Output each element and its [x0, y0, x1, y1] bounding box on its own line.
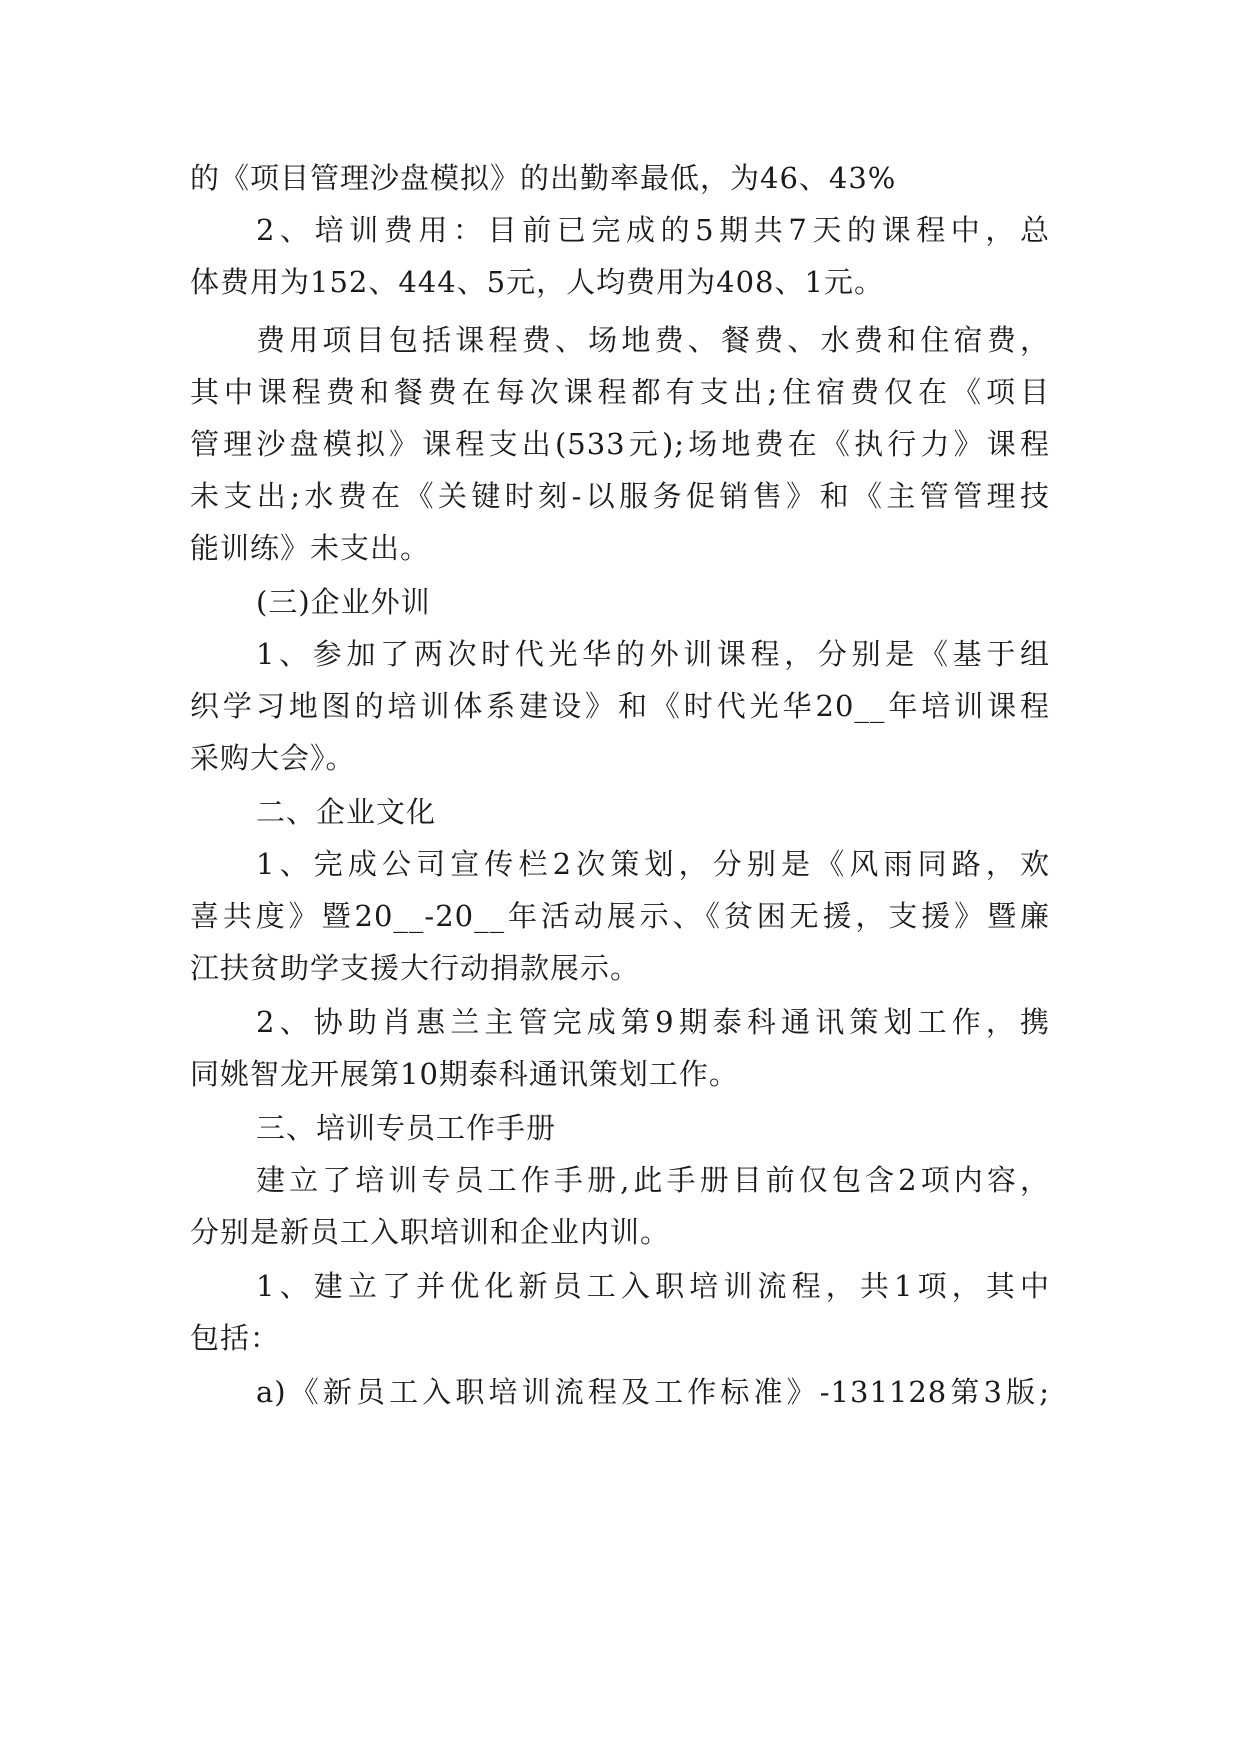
- text-line: 同姚智龙开展第10期泰科通讯策划工作。: [190, 1057, 739, 1091]
- text-line: 1、建立了并优化新员工入职培训流程，共1项，其中: [256, 1269, 1050, 1303]
- text-line: 管理沙盘模拟》课程支出(533元);场地费在《执行力》课程: [190, 427, 1050, 461]
- text-line: 包括：: [190, 1321, 281, 1355]
- text-line: 分别是新员工入职培训和企业内训。: [190, 1215, 671, 1249]
- text-line: 的《项目管理沙盘模拟》的出勤率最低，为46、43%: [190, 161, 897, 195]
- section-heading: 三、培训专员工作手册: [256, 1111, 557, 1145]
- text-line: 未支出;水费在《关键时刻-以服务促销售》和《主管管理技: [190, 479, 1050, 513]
- section-heading: 二、企业文化: [256, 795, 437, 829]
- text-line: 采购大会》。: [190, 741, 356, 775]
- text-line: 2、培训费用：目前已完成的5期共7天的课程中，总: [256, 213, 1050, 247]
- section-heading: (三)企业外训: [256, 585, 431, 619]
- text-line: 建立了培训专员工作手册,此手册目前仅包含2项内容，: [256, 1163, 1050, 1197]
- text-line: 其中课程费和餐费在每次课程都有支出;住宿费仅在《项目: [190, 375, 1050, 409]
- text-line: 织学习地图的培训体系建设》和《时代光华20__年培训课程: [190, 689, 1050, 723]
- text-line: 能训练》未支出。: [190, 531, 431, 565]
- text-line: 体费用为152、444、5元，人均费用为408、1元。: [190, 265, 884, 299]
- text-line: 喜共度》暨20__-20__年活动展示、《贫困无援，支援》暨廉: [190, 899, 1050, 933]
- text-line: 费用项目包括课程费、场地费、餐费、水费和住宿费，: [256, 323, 1050, 357]
- text-line: 2、协助肖惠兰主管完成第9期泰科通讯策划工作，携: [256, 1005, 1050, 1039]
- text-line: 1、完成公司宣传栏2次策划，分别是《风雨同路，欢: [256, 847, 1050, 881]
- text-line: 1、参加了两次时代光华的外训课程，分别是《基于组: [256, 637, 1050, 671]
- text-line: 江扶贫助学支援大行动捐款展示。: [190, 951, 641, 985]
- text-line: a)《新员工入职培训流程及工作标准》-131128第3版;: [256, 1375, 1050, 1409]
